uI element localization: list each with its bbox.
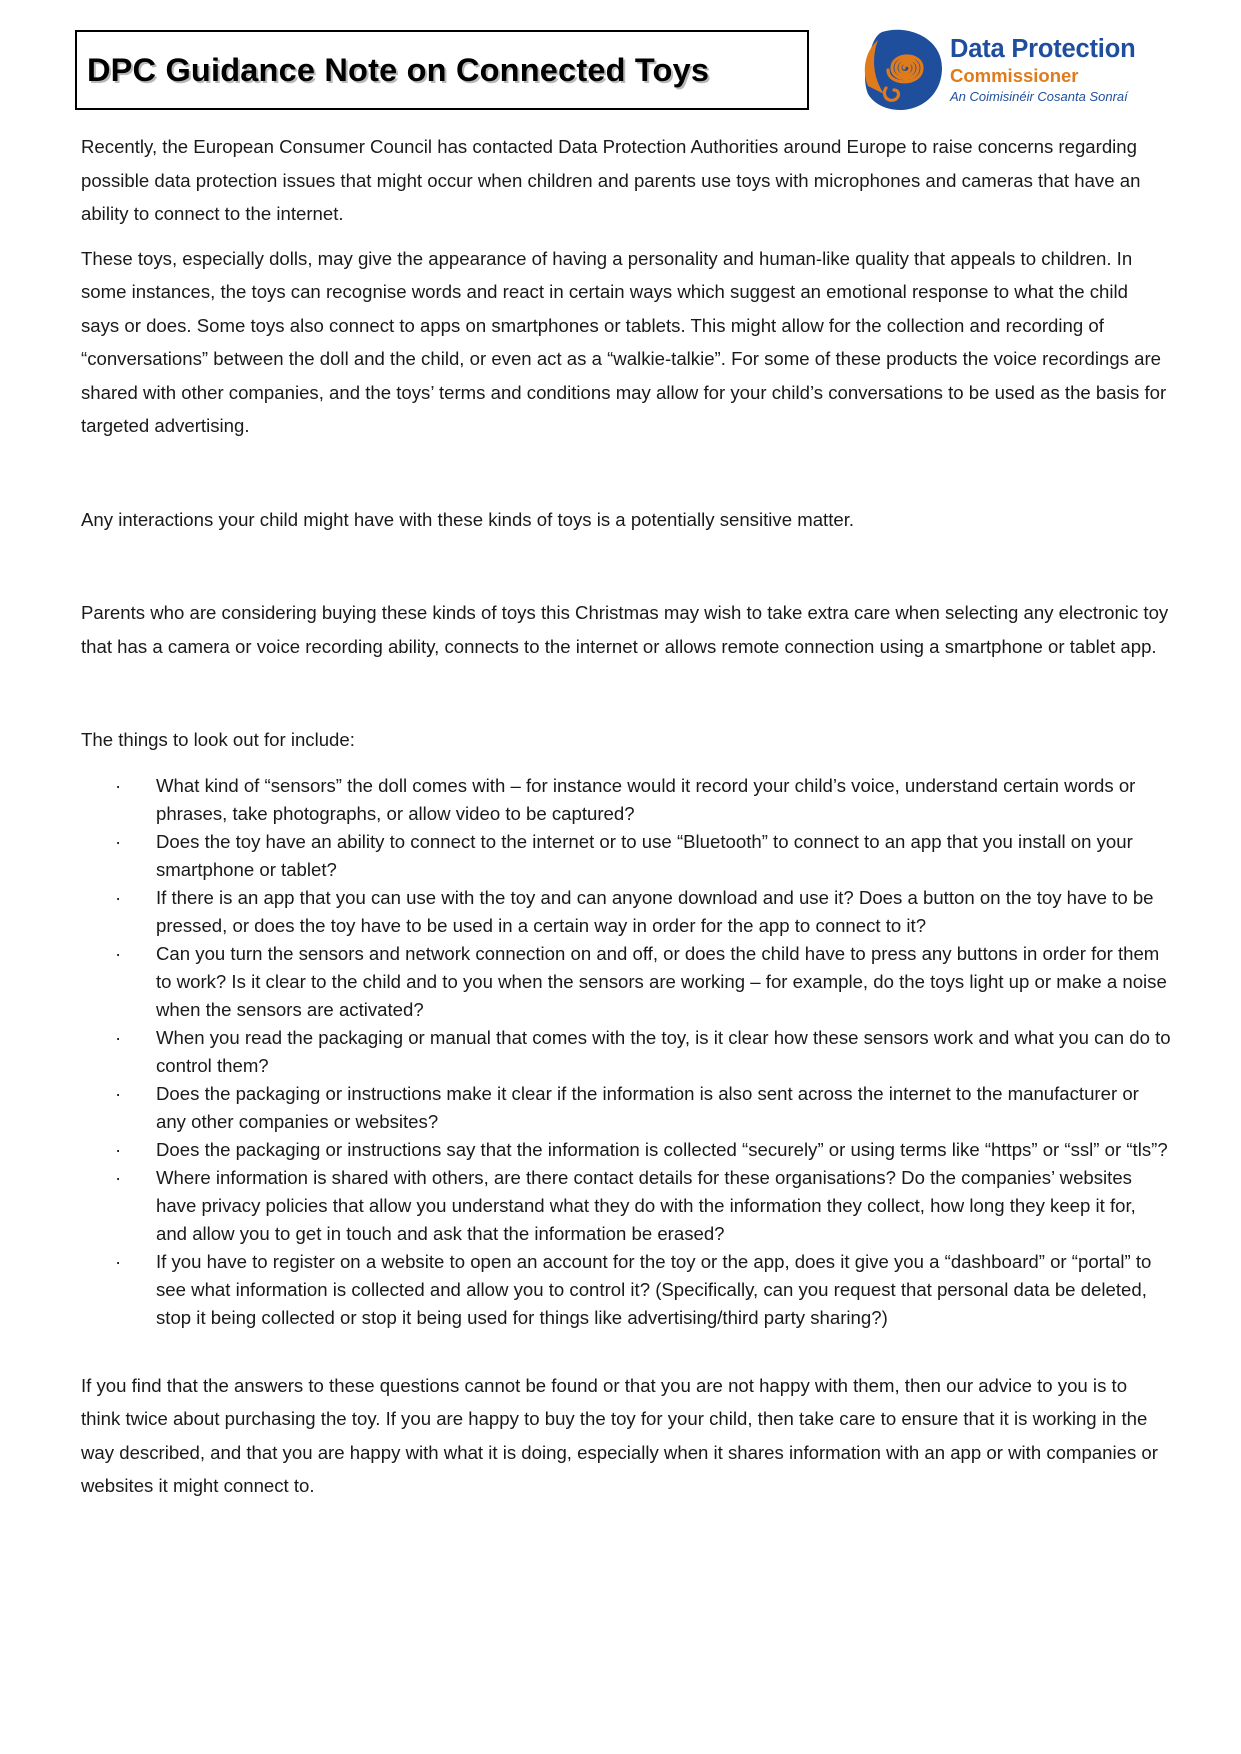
dpc-logo-mark-icon: [862, 28, 944, 112]
intro-paragraph: Recently, the European Consumer Council has contacted Data Protection Authorities around Europe to raise concerns regarding possible data protection issues that might occur when children and parents use toys with microphones and cameras that have an ability to connect to the internet.: [81, 136, 1141, 224]
list-item: [81, 1248, 1171, 1332]
bullet-marker: ·: [115, 1138, 122, 1160]
list-item-text: Does the packaging or instructions make it clear if the information is also sent across the internet to the manufacturer or any other companies or websites?: [156, 1082, 1139, 1132]
logo-line-2: Commissioner: [950, 65, 1079, 86]
closing-paragraph: If you find that the answers to these questions cannot be found or that you are not happy with them, then our advice to you is to think twice about purchasing the toy. If you are happy to buy the toy for your child, then take care to ensure that it is working in the way described, and that you are happy with what it is doing, especially when it shares information with an app or with companies or websites it might connect to.: [81, 1374, 1158, 1496]
bullet-marker: ·: [115, 1166, 122, 1188]
list-item: [81, 1136, 1171, 1164]
title-box: [75, 30, 809, 110]
bullet-marker: ·: [115, 830, 122, 852]
bullet-marker: ·: [115, 1082, 122, 1104]
bullet-marker: ·: [115, 942, 122, 964]
list-item: [81, 1164, 1171, 1248]
list-item-text: If you have to register on a website to open an account for the toy or the app, does it give you a “dashboard” or “portal” to see what information is collected and allow you to control it? (Specifically, can you request that personal data be deleted, stop it being collected or stop it being used for things like advertising/third party sharing?): [156, 1250, 1152, 1328]
bullet-marker: ·: [115, 1026, 122, 1048]
checklist-intro: The things to look out for include:: [81, 729, 355, 750]
list-item-text: If there is an app that you can use with the toy and can anyone download and use it? Does a button on the toy have to be pressed, or does the toy have to be used in a certain way in order for the app to connect to it?: [156, 886, 1154, 936]
bullet-marker: ·: [115, 774, 122, 796]
logo-line-1: Data Protection: [950, 35, 1136, 63]
bullet-marker: ·: [115, 886, 122, 908]
logo-line-3: An Coimisinéir Cosanta Sonraí: [950, 89, 1128, 104]
list-item: [81, 884, 1171, 940]
dpc-logo-text: [950, 34, 1135, 106]
list-item-text: Where information is shared with others, are there contact details for these organisations? Do the companies’ websites have privacy policies that allow you understand what they do with the information they collect, how long they keep it for, and allow you to get in touch and ask that the information be erased?: [156, 1166, 1136, 1244]
list-item: [81, 940, 1171, 1024]
checklist: [81, 772, 1171, 1332]
page-title: DPC Guidance Note on Connected Toys: [87, 51, 710, 88]
dpc-logo: [862, 28, 1182, 114]
list-item-text: Can you turn the sensors and network connection on and off, or does the child have to press any buttons in order for them to work? Is it clear to the child and to you when the sensors are working – for example, do the toys light up or make a noise when the sensors are activated?: [156, 942, 1167, 1020]
list-item: [81, 828, 1171, 884]
list-item-text: Does the packaging or instructions say that the information is collected “securely” or using terms like “https” or “ssl” or “tls”?: [156, 1138, 1168, 1160]
list-item-text: When you read the packaging or manual that comes with the toy, is it clear how these sensors work and what you can do to control them?: [156, 1026, 1171, 1076]
sensitivity-paragraph: Any interactions your child might have with these kinds of toys is a potentially sensitive matter.: [81, 508, 855, 530]
toys-description-paragraph: These toys, especially dolls, may give the appearance of having a personality and human-like quality that appeals to children. In some instances, the toys can recognise words and react in certain ways which suggest an emotional response to what the child says or does. Some toys also connect to apps on smartphones or tablets. This might allow for the collection and recording of “conversations” between the doll and the child, or even act as a “walkie-talkie”. For some of these products the voice recordings are shared with other companies, and the toys’ terms and conditions may allow for your child’s conversations to be used as the basis for targeted advertising.: [81, 247, 1167, 436]
list-item: [81, 772, 1171, 828]
list-item-text: What kind of “sensors” the doll comes with – for instance would it record your child’s voice, understand certain words or phrases, take photographs, or allow video to be captured?: [156, 774, 1136, 824]
list-item-text: Does the toy have an ability to connect to the internet or to use “Bluetooth” to connect to an app that you install on your smartphone or tablet?: [156, 830, 1133, 880]
document-body: [81, 130, 1171, 1503]
parents-advice-paragraph: Parents who are considering buying these kinds of toys this Christmas may wish to take extra care when selecting any electronic toy that has a camera or voice recording ability, connects to the internet or allows remote connection using a smartphone or tablet app.: [81, 602, 1169, 657]
bullet-marker: ·: [115, 1250, 122, 1272]
list-item: [81, 1024, 1171, 1080]
list-item: [81, 1080, 1171, 1136]
